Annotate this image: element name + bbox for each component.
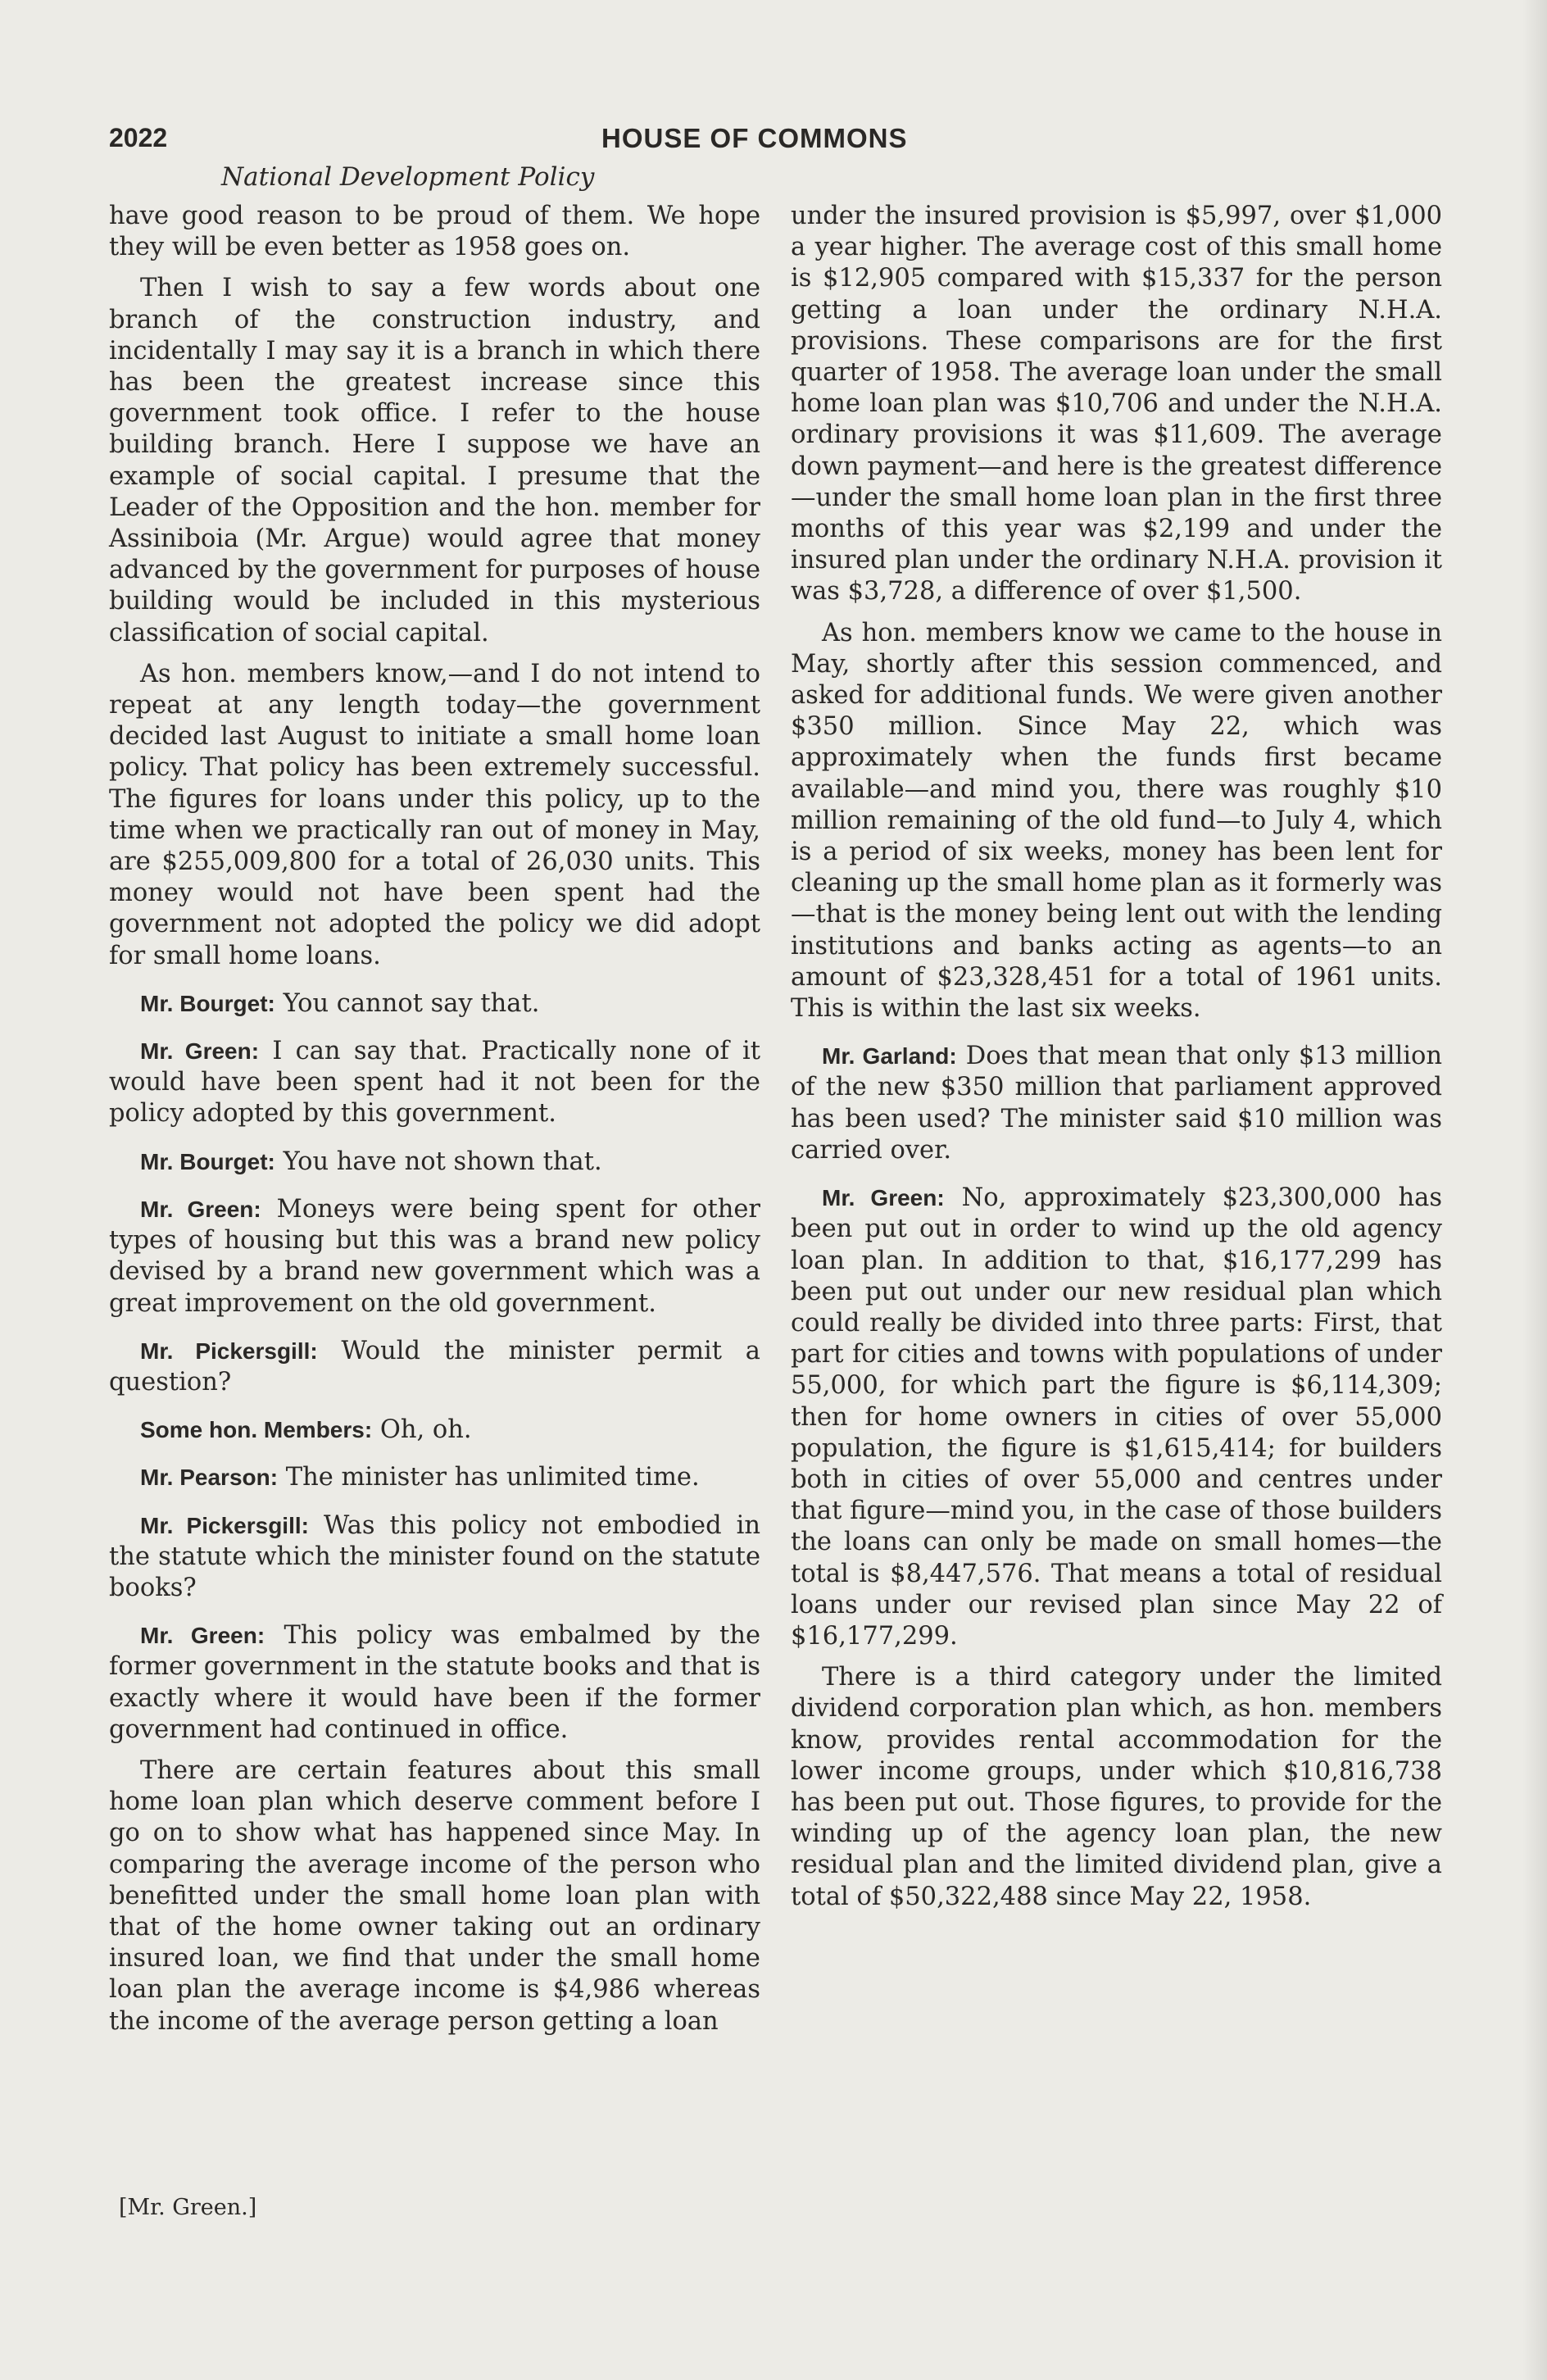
paragraph: [109, 1147, 760, 1178]
speaker-name: Mr. Bourget:: [140, 1148, 275, 1174]
paragraph-text: Does that mean that only $13 million of the new $350 million that parliament approved has been used? The minister said $10 million was carried over.: [791, 1042, 1442, 1165]
paragraph-text: You cannot say that.: [283, 988, 540, 1018]
paragraph-text: under the insured provision is $5,997, over $1,000 a year higher. The average cost of this small home is $12,905 compared with $15,337 for the person getting a loan under the ordinary N.H.A. provisions. These comparisons are for the first quarter of 1958. The average loan under the small home loan plan was $10,706 and under the N.H.A. ordinary provisions it was $11,609. The average down payment—and here is the greatest difference—under the small home loan plan in the first three months of this year was $2,199 and under the insured plan under the ordinary N.H.A. provision it was $3,728, a difference of over $1,500.: [791, 202, 1442, 606]
speaker-name: Mr. Green:: [140, 1038, 260, 1065]
footer-speaker-note: [Mr. Green.]: [119, 2195, 257, 2220]
speaker-name: Mr. Pickersgill:: [140, 1512, 309, 1538]
paragraph: [109, 1336, 760, 1398]
paragraph-text: Oh, oh.: [379, 1415, 472, 1445]
paragraph-text: This policy was embalmed by the former government in the statute books and that is exactly where it would have been if the former government had continued in office.: [109, 1621, 761, 1744]
paragraph-text: Then I wish to say a few words about one branch of the construction industry, and incidentally I may say it is a branch in which there has been the greatest increase since this government took office. I refer to the house building branch. Here I suppose we have an example of social capital. I presume that the Leader of the Opposition and the hon. member for Assiniboia (Mr. Argue) would agree that money advanced by the government for purposes of house building would be included in this mysterious classification of social capital.: [109, 274, 760, 647]
paragraph: [791, 618, 1442, 1025]
running-head: HOUSE OF COMMONS: [601, 123, 908, 153]
paragraph-text: No, approximately $23,300,000 has been put out in order to wind up the old agency loan plan. In addition to that, $16,177,299 has been put out under our new residual plan which could really be divided into three parts: First, that part for cities and towns with populations of under 55,000, for which part the figure is $6,114,309; then for home owners in cities of over 55,000 population, the figure is $1,615,414; for builders both in cities of over 55,000 and centres under that figure—mind you, in the case of those builders the loans can only be made on small homes—the total is $8,447,576. That means a total of residual loans under our revised plan since May 22 of $16,177,299.: [791, 1183, 1442, 1651]
paragraph: [791, 1041, 1442, 1166]
speaker-name: Mr. Bourget:: [140, 990, 275, 1016]
paragraph-text: The minister has unlimited time.: [285, 1463, 700, 1492]
speaker-name: Some hon. Members:: [140, 1417, 373, 1443]
paragraph-text: Moneys were being spent for other types of housing but this was a brand new policy devised by a brand new government which was a great improvement on the old government.: [109, 1194, 760, 1318]
paragraph: [791, 1183, 1442, 1652]
paragraph: [109, 273, 760, 648]
right-column: [791, 201, 1442, 1923]
paragraph-text: Was this policy not embodied in the statute which the minister found on the statute books?: [109, 1510, 761, 1602]
paragraph-text: There are certain features about this small home loan plan which deserve comment before I go on to show what has happened since May. In comparing the average income of the person who benefitted under the small home loan plan with that of the home owner taking out an ordinary insured loan, we find that under the small home loan plan the average income is $4,986 whereas the income of the average person getting a loan: [109, 1755, 760, 2036]
paragraph: [109, 1620, 760, 1746]
paragraph: [109, 201, 760, 263]
page-crease-shadow: [1522, 0, 1547, 2380]
paragraph: [109, 1462, 760, 1493]
paragraph: [109, 1036, 760, 1130]
paragraph-text: Would the minister permit a question?: [109, 1336, 760, 1397]
paragraph-text: I can say that. Practically none of it would have been spent had it not been for the policy adopted by this government.: [109, 1037, 761, 1129]
paragraph-text: As hon. members know,—and I do not intend to repeat at any length today—the government decided last August to initiate a small home loan policy. That policy has been extremely successful. The figures for loans under this policy, up to the time when we practically ran out of money in May, are $255,009,800 for a total of 26,030 units. This money would not have been spent had the government not adopted the policy we did adopt for small home loans.: [109, 659, 760, 970]
speaker-name: Mr. Green:: [140, 1196, 261, 1222]
speaker-name: Mr. Green:: [140, 1623, 265, 1649]
paragraph: [791, 1662, 1442, 1913]
page-number: 2022: [109, 123, 168, 152]
speaker-name: Mr. Green:: [822, 1185, 945, 1211]
paragraph-text: There is a third category under the limited dividend corporation plan which, as hon. members know, provides rental accommodation for the lower income groups, under which $10,816,738 has been put out. Those figures, to provide for the winding up of the agency loan plan, the new residual plan and the limited dividend plan, give a total of $50,322,488 since May 22, 1958.: [791, 1663, 1442, 1911]
section-title: National Development Policy: [221, 162, 595, 192]
speaker-name: Mr. Pickersgill:: [140, 1338, 318, 1364]
paragraph: [109, 988, 760, 1020]
paragraph-text: As hon. members know we came to the house in May, shortly after this session commenced, and asked for additional funds. We were given another $350 million. Since May 22, which was approximately when the funds first became available—and mind you, there was roughly $10 million remaining of the old fund—to July 4, which is a period of six weeks, money has been lent for cleaning up the small home plan as it formerly was—that is the money being lent out with the lending institutions and banks acting as agents—to an amount of $23,328,451 for a total of 1961 units. This is within the last six weeks.: [791, 618, 1442, 1024]
paragraph-text: You have not shown that.: [283, 1147, 602, 1176]
paragraph: [109, 1755, 760, 2037]
paragraph: [109, 1510, 760, 1605]
paragraph: [109, 659, 760, 972]
page-header: [0, 123, 1547, 162]
speaker-name: Mr. Pearson:: [140, 1465, 279, 1491]
left-column: [109, 201, 760, 2047]
speaker-name: Mr. Garland:: [822, 1043, 957, 1070]
paragraph: [791, 201, 1442, 608]
paragraph: [109, 1415, 760, 1446]
paragraph: [109, 1194, 760, 1319]
paragraph-text: have good reason to be proud of them. We hope they will be even better as 1958 goes on.: [109, 202, 760, 262]
